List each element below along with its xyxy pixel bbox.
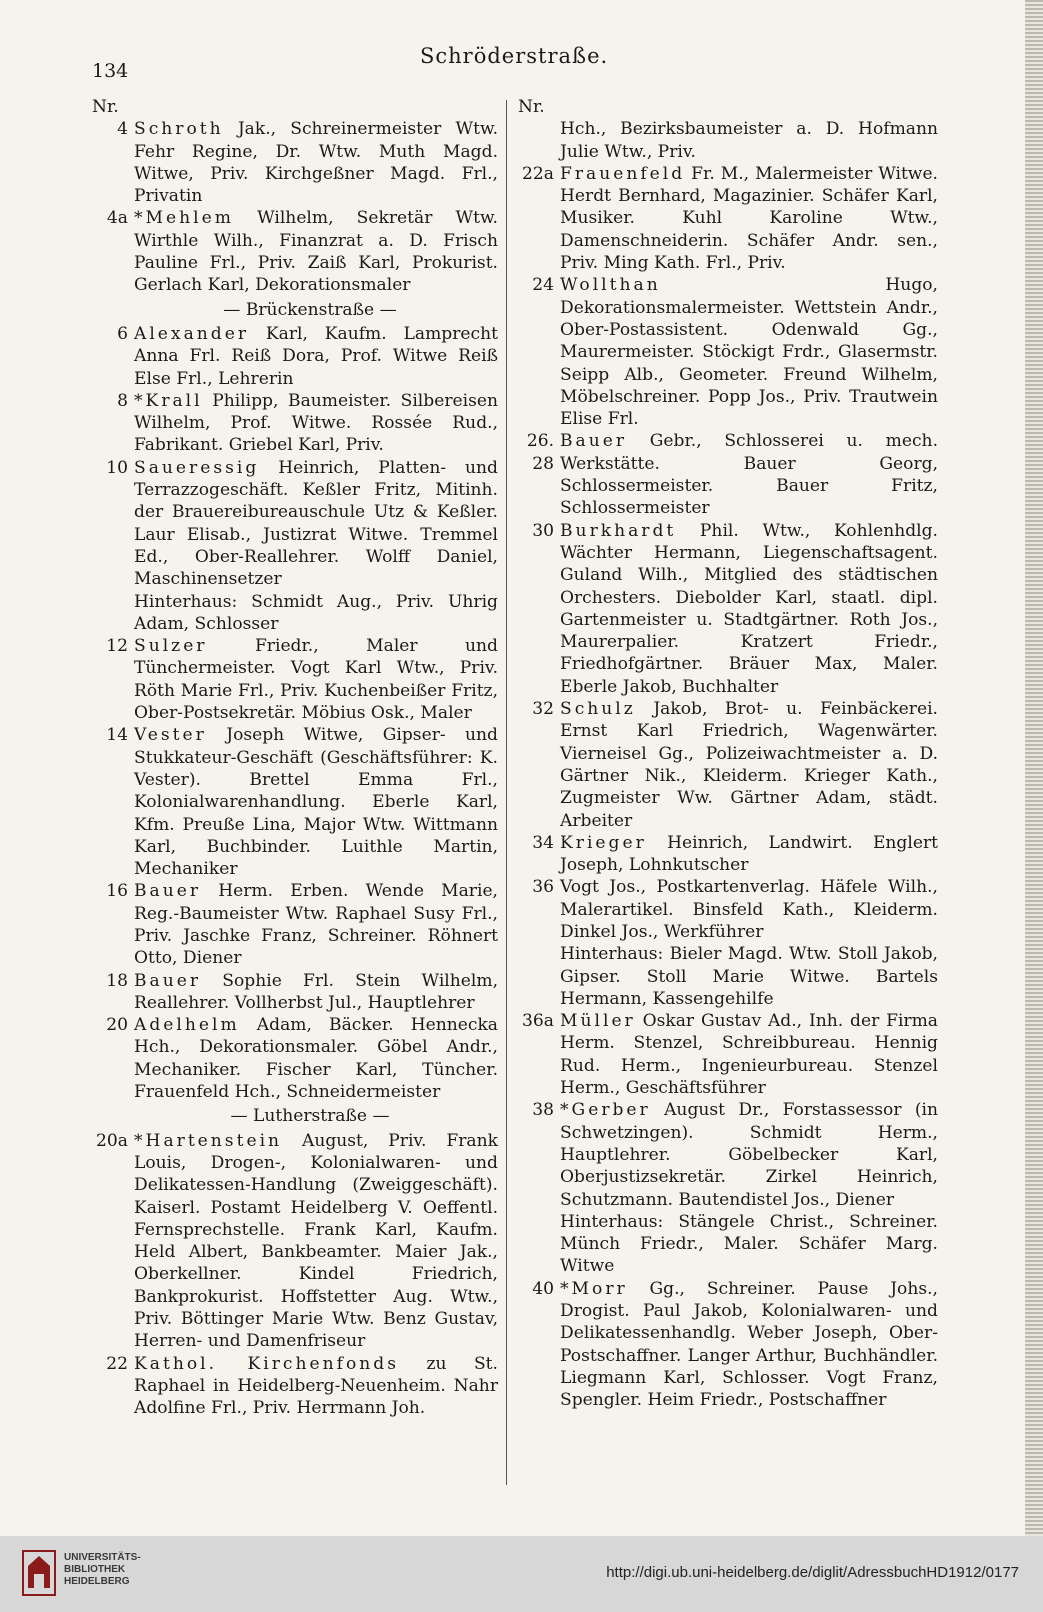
owner-name: Frauenfeld [560,163,686,184]
owner-name: *Krall [134,390,203,411]
resident-list: Joseph Witwe, Gipser- und Stukkateur-Geschäft (Geschäftsführer: K. Vester). Brettel Emma Frl., Kolonialwarenhandlung. Eberle Karl, Kfm. Preuße Lina, Major Wtw. Wittmann Karl, Buchbinder. Luithle Martin, Mechaniker [134,725,498,880]
house-number: 12 [106,636,128,657]
house-entry [92,1014,498,1103]
owner-name: Sulzer [134,636,208,657]
owner-name: Bauer [560,431,628,452]
house-entry [92,1130,498,1353]
house-number: 18 [106,970,128,991]
owner-name: Kathol. Kirchenfonds [134,1353,399,1374]
house-number: 36 [532,877,554,898]
continuation-text: Hch., Bezirksbaumeister a. D. Hofmann Julie Wtw., Priv. [560,119,938,162]
resident-list: Hugo, Dekorationsmalermeister. Wettstein Andr., Ober-Postassistent. Odenwald Gg., Maurermeister. Stöckigt Frdr., Glasermstr. Seipp Alb., Geometer. Freund Wilhelm, Möbelschreiner. Popp Jos., Priv. Trautwein Elise Frl. [560,275,938,430]
resident-list: Gg., Schreiner. Pause Johs., Drogist. Paul Jakob, Kolonialwaren- und Delikatessenhandlg. Weber Joseph, Ober-Postschaffner. Langer Arthur, Buchhändler. Liegmann Karl, Schlosser. Vogt Franz, Spengler. Heim Friedr., Postschaffner [560,1278,938,1411]
house-number: 26. 28 [526,431,554,474]
nr-label: Nr. [92,97,119,117]
resident-list: August, Priv. Frank Louis, Drogen-, Kolonialwaren- und Delikatessen-Handlung (Zweiggeschäft). Kaiserl. Postamt Heidelberg V. Oeffentl. Fernsprechstelle. Frank Karl, Kaufm. Held Albert, Bankbeamter. Maier Jak., Oberkellner. Kindel Friedrich, Bankprokurist. Hoffstetter Aug. Wtw., Priv. Böttinger Marie Wtw. Benz Gustav, Herren- und Damenfriseur [134,1130,498,1352]
house-entry [92,880,498,969]
house-entry [92,390,498,457]
resident-list: Herm. Erben. Wende Marie, Reg.-Baumeister Wtw. Raphael Susy Frl., Priv. Jaschke Franz, Schreiner. Röhnert Otto, Diener [134,881,498,969]
house-number: 30 [532,520,554,541]
house-entry [518,163,938,274]
source-url-link[interactable]: http://digi.ub.uni-heidelberg.de/diglit/AdressbuchHD1912/0177 [606,1564,1019,1581]
owner-name: Alexander [134,323,249,344]
resident-list: Jakob, Brot- u. Feinbäckerei. Ernst Karl Friedrich, Wagenwärter. Vierneisel Gg., Polizeiwachtmeister a. D. Gärtner Nik., Kleiderm. Krieger Kath., Zugmeister Ww. Gärtner Adam, städt. Arbeiter [560,699,938,831]
house-number: 8 [117,390,128,411]
left-column [92,96,498,1420]
house-entry [92,1353,498,1420]
resident-list: Karl, Kaufm. Lamprecht Anna Frl. Reiß Dora, Prof. Witwe Reiß Else Frl., Lehrerin [134,323,498,389]
right-column [518,96,938,1412]
owner-name: Müller [560,1011,636,1032]
house-entry [92,207,498,296]
resident-list: Fr. M., Malermeister Witwe. Herdt Bernhard, Magazinier. Schäfer Karl, Musiker. Kuhl Karoline Wtw., Damenschneiderin. Schäfer Andr. sen., Priv. Ming Kath. Frl., Priv. [560,163,938,274]
house-number: 32 [532,699,554,720]
resident-list: Heinrich, Platten- und Terrazzogeschäft. Keßler Fritz, Mitinh. der Brauereibureauschule Utz & Keßler. Laur Elisab., Justizrat Witwe. Tremmel Ed., Ober-Reallehrer. Wolff Daniel, Maschinensetzer [134,457,498,590]
house-entry [92,970,498,1015]
running-title: Schröderstraße. [420,44,609,68]
house-number: 24 [532,275,554,296]
continuation-text: Hinterhaus: Bieler Magd. Wtw. Stoll Jakob, Gipser. Stoll Marie Witwe. Bartels Hermann, Kassengehilfe [560,944,938,1009]
house-entry [92,118,498,207]
owner-name: *Hartenstein [134,1130,283,1151]
house-number: 6 [117,323,128,344]
house-entry [518,832,938,877]
house-number: 4 [117,119,128,140]
house-number: 38 [532,1100,554,1121]
house-entry [518,430,938,519]
house-entry [518,698,938,832]
resident-list: Gebr., Schlosserei u. mech. Werkstätte. Bauer Georg, Schlossermeister. Bauer Fritz, Schlossermeister [560,431,938,519]
resident-list: Adam, Bäcker. Hennecka Hch., Dekorationsmaler. Göbel Andr., Mechaniker. Fischer Karl, Tüncher. Frauenfeld Hch., Schneidermeister [134,1015,498,1103]
house-number: 22 [106,1353,128,1374]
house-number: 20a [96,1130,128,1151]
owner-name: *Gerber [560,1100,651,1121]
resident-list: Oskar Gustav Ad., Inh. der Firma Herm. Stenzel, Schreibbureau. Hennig Rud. Herm., Ingenieurbureau. Stenzel Herm., Geschäftsführer [560,1011,938,1099]
house-entry [518,274,938,430]
resident-list: Philipp, Baumeister. Silbereisen Wilhelm, Prof. Witwe. Rossée Rud., Fabrikant. Griebel Karl, Priv. [134,390,498,456]
footer-bar [0,1536,1043,1612]
continuation-text: Hinterhaus: Schmidt Aug., Priv. Uhrig Adam, Schlosser [134,591,498,634]
page-edge [1025,0,1043,1536]
owner-name: Schulz [560,699,636,720]
resident-list: Heinrich, Landwirt. Englert Joseph, Lohnkutscher [560,832,938,876]
owner-name: *Mehlem [134,208,234,229]
house-number: 34 [532,832,554,853]
resident-list: Wilhelm, Sekretär Wtw. Wirthle Wilh., Finanzrat a. D. Frisch Pauline Frl., Priv. Zaiß Karl, Prokurist. Gerlach Karl, Dekorationsmaler [134,208,498,296]
house-entry [518,1010,938,1099]
house-entry [92,457,498,591]
house-entry [92,323,498,390]
house-number: 40 [532,1278,554,1299]
resident-list: Friedr., Maler und Tünchermeister. Vogt Karl Wtw., Priv. Röth Marie Frl., Priv. Kuchenbeißer Fritz, Ober-Postsekretär. Möbius Osk., Maler [134,636,498,724]
house-number: 14 [106,725,128,746]
house-number: 10 [106,457,128,478]
nr-label: Nr. [518,97,545,117]
continuation-text: Hinterhaus: Stängele Christ., Schreiner. Münch Friedr., Maler. Schäfer Marg. Witwe [560,1211,938,1277]
owner-name: *Morr [560,1278,628,1299]
owner-name: Burkhardt [560,520,677,541]
resident-list: Sophie Frl. Stein Wilhelm, Reallehrer. Vollherbst Jul., Hauptlehrer [134,970,498,1013]
resident-list: August Dr., Forstassessor (in Schwetzingen). Schmidt Herm., Hauptlehrer. Göbelbecker Karl, Oberjustizsekretär. Zirkel Heinrich, Schutzmann. Bautendistel Jos., Diener [560,1100,938,1210]
library-logo-text: UNIVERSITÄTS- BIBLIOTHEK HEIDELBERG [64,1552,141,1587]
page-number: 134 [92,60,129,82]
owner-name: Bauer [134,970,202,991]
owner-name: Bauer [134,881,202,902]
resident-list: Phil. Wtw., Kohlenhdlg. Wächter Hermann, Liegenschaftsagent. Guland Wilh., Mitglied des städtischen Orchesters. Diebolder Karl, staatl. dipl. Gartenmeister u. Stadtgärtner. Roth Jos., Maurerpalier. Kratzert Friedr., Friedhofgärtner. Bräuer Max, Maler. Eberle Jakob, Buchhalter [560,520,938,697]
resident-list: zu St. Raphael in Heidelberg-Neuenheim. Nahr Adolfine Frl., Priv. Herrmann Joh. [134,1353,498,1419]
house-entry [518,1099,938,1210]
house-entry [518,520,938,698]
continuation-text: Vogt Jos., Postkartenverlag. Häfele Wilh., Malerartikel. Binsfeld Kath., Kleiderm. Dinkel Jos., Werkführer [560,877,938,942]
house-number: 22a [522,163,554,184]
house-number: 4a [106,208,128,229]
house-entry [92,724,498,880]
cross-street-heading: — Lutherstraße — [230,1106,390,1127]
house-number: 36a [522,1011,554,1032]
owner-name: Krieger [560,832,647,853]
owner-name: Wollthan [560,275,661,296]
column-divider [506,100,507,1485]
house-entry [92,635,498,724]
resident-list: Jak., Schreinermeister Wtw. Fehr Regine, Dr. Wtw. Muth Magd. Witwe, Priv. Kirchgeßner Magd. Frl., Privatin [134,119,498,207]
owner-name: Schroth [134,119,224,140]
cross-street-heading: — Brückenstraße — [223,299,397,320]
owner-name: Adelhelm [134,1015,240,1036]
house-entry [518,1278,938,1412]
owner-name: Saueressig [134,457,260,478]
house-number: 20 [106,1015,128,1036]
owner-name: Vester [134,725,207,746]
library-seal-icon [20,1548,58,1598]
house-number: 16 [106,881,128,902]
